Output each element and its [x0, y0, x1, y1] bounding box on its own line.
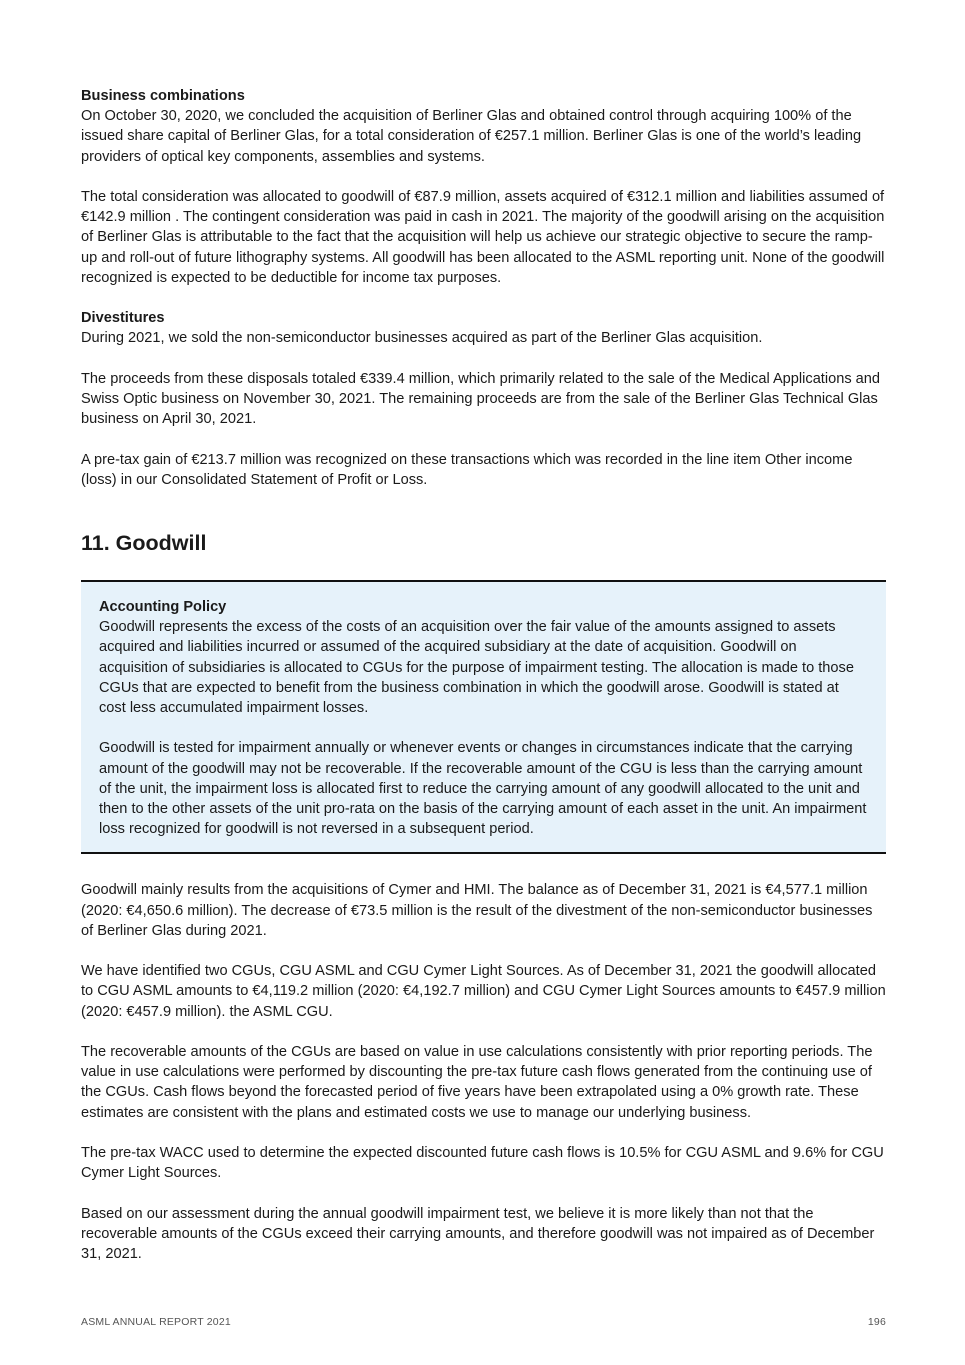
divestitures-paragraph-3: A pre-tax gain of €213.7 million was recognized on these transactions which was recorded in the line item Other income (loss) in our Consolidated Statement of Profit or Loss.: [81, 451, 853, 488]
goodwill-paragraph-2: We have identified two CGUs, CGU ASML and CGU Cymer Light Sources. As of December 31, 2021 the goodwill allocated to CGU ASML amounts to €4,119.2 million (2020: €4,192.7 million) and CGU Cymer Light Sources amounts to €457.9 million (2020: €457.9 million). the ASML CGU.: [81, 963, 886, 1020]
goodwill-paragraph-5: Based on our assessment during the annual goodwill impairment test, we believe it is more likely than not that the recoverable amounts of the CGUs exceed their carrying amounts, and therefore goodwill was not impaired as of December 31, 2021.: [81, 1205, 875, 1263]
goodwill-paragraph-4: The pre-tax WACC used to determine the expected discounted future cash flows is 10.5% for CGU ASML and 9.6% for CGU Cymer Light Sources.: [81, 1145, 884, 1182]
divestitures-paragraph-2: The proceeds from these disposals totaled €339.4 million, which primarily related to the sale of the Medical Applications and Swiss Optic business on November 30, 2021. The remaining proceeds are from the sale of the Berliner Glas Technical Glas business on April 30, 2021.: [81, 370, 881, 428]
page-footer: [81, 1316, 886, 1328]
accounting-policy-box: [81, 580, 886, 854]
footer-report-title: ASML ANNUAL REPORT 2021: [81, 1316, 231, 1328]
section-title: 11. Goodwill: [81, 531, 207, 555]
business-combinations-paragraph-1: On October 30, 2020, we concluded the acquisition of Berliner Glas and obtained control through acquiring 100% of the issued share capital of Berliner Glas, for a total consideration of €257.1 million. Berliner Glas is one of the world’s leading providers of optical key components, assemblies and systems.: [81, 108, 862, 165]
business-combinations-heading: Business combinations: [81, 88, 245, 104]
divestitures-paragraph-1: During 2021, we sold the non-semiconductor businesses acquired as part of the Berliner Glas acquisition.: [81, 330, 763, 347]
accounting-policy-paragraph-1: Goodwill represents the excess of the costs of an acquisition over the fair value of the amounts assigned to assets acquired and liabilities incurred or assumed of the acquired subsidiary at the date of acquisition. Goodwill on acquisition of subsidiaries is allocated to CGUs for the purpose of impairment testing. The allocation is made to those CGUs that are expected to benefit from the business combination in which the goodwill arose. Goodwill is stated at cost less accumulated impairment losses.: [99, 619, 854, 717]
goodwill-paragraph-1: Goodwill mainly results from the acquisitions of Cymer and HMI. The balance as of December 31, 2021 is €4,577.1 million (2020: €4,650.6 million). The decrease of €73.5 million is the result of the divestment of the non-semiconductor businesses of Berliner Glas during 2021.: [81, 882, 873, 939]
page-content: [81, 86, 886, 1264]
business-combinations-paragraph-2: The total consideration was allocated to goodwill of €87.9 million, assets acquired of €312.1 million and liabilities assumed of €142.9 million . The contingent consideration was paid in cash in 2021. The majority of the goodwill arising on the acquisition of Berliner Glas is attributable to the fact that the acquisition will help us achieve our strategic objective to secure the ramp-up and roll-out of future lithography systems. All goodwill has been allocated to the ASML reporting unit. None of the goodwill recognized is expected to be deductible for income tax purposes.: [81, 189, 885, 286]
accounting-policy-heading: Accounting Policy: [99, 599, 227, 615]
accounting-policy-paragraph-2: Goodwill is tested for impairment annually or whenever events or changes in circumstances indicate that the carrying amount of the goodwill may not be recoverable. If the recoverable amount of the CGU is less than the carrying amount of the unit, the impairment loss is allocated first to reduce the carrying amount of any goodwill allocated to the unit and then to the other assets of the unit pro-rata on the basis of the carrying amount of each asset in the unit. An impairment loss recognized for goodwill is not reversed in a subsequent period.: [99, 740, 867, 838]
divestitures-heading: Divestitures: [81, 310, 165, 327]
goodwill-paragraph-3: The recoverable amounts of the CGUs are based on value in use calculations consistently with prior reporting periods. The value in use calculations were performed by discounting the pre-tax future cash flows generated from the continuing use of the CGUs. Cash flows beyond the forecasted period of five years have been extrapolated using a 0% growth rate. These estimates are consistent with the plans and estimated costs we use to manage our underlying business.: [81, 1044, 873, 1121]
page-number: 196: [867, 1316, 886, 1328]
